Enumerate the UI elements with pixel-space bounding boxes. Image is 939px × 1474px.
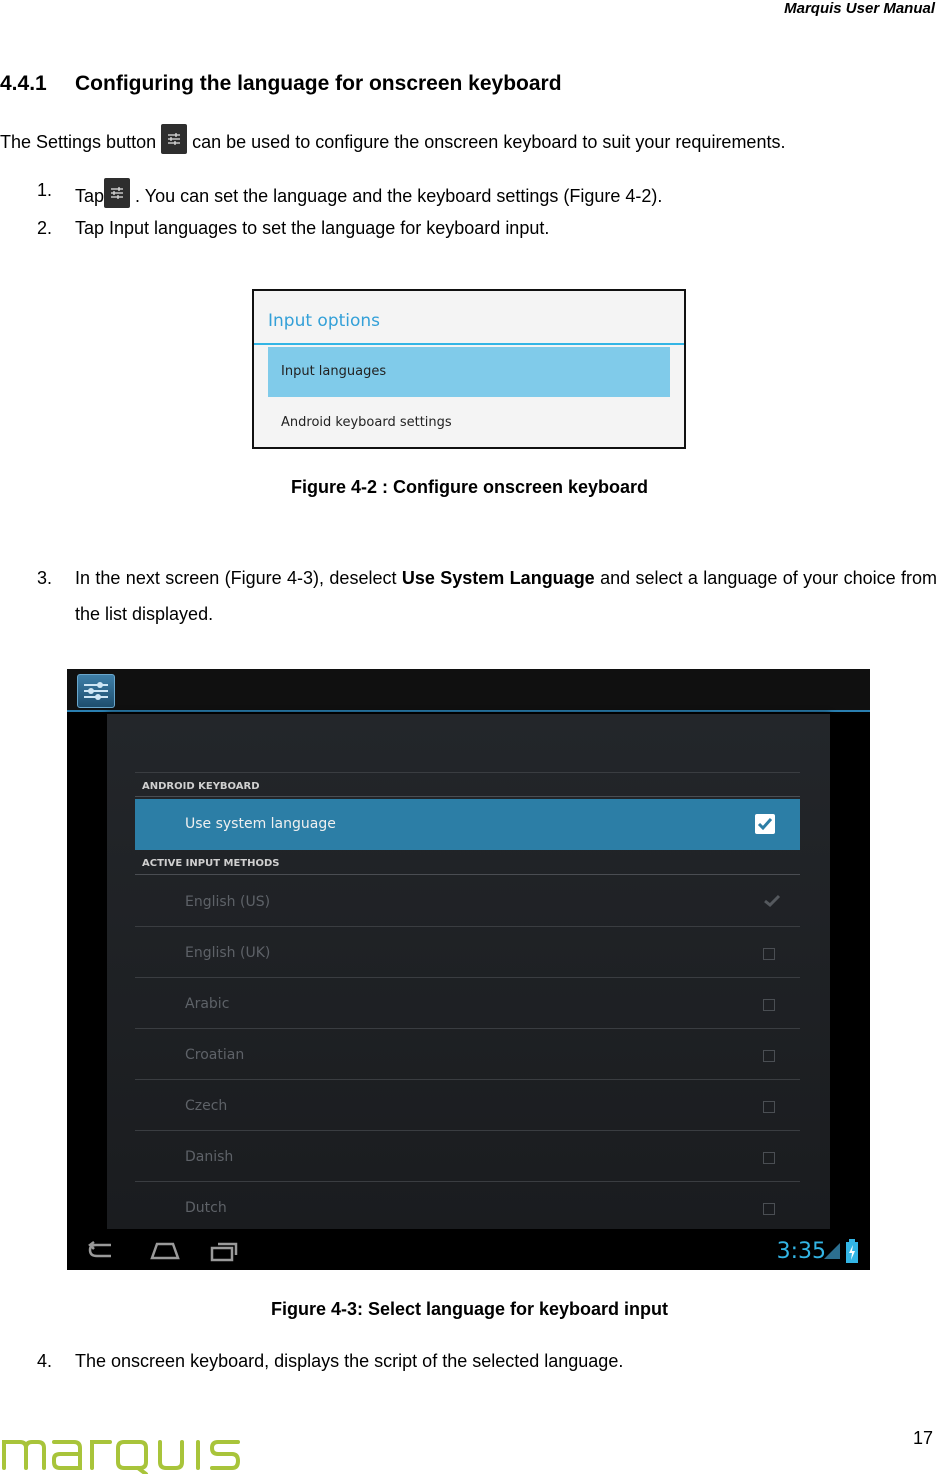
row-divider (135, 1028, 800, 1029)
category-active-input-methods: ACTIVE INPUT METHODS (142, 858, 280, 869)
step-3-number: 3. (37, 568, 53, 588)
section-title: Configuring the language for onscreen keyboard (75, 72, 562, 95)
action-bar (67, 669, 870, 710)
row-divider (135, 977, 800, 978)
section-number: 4.4.1 (0, 72, 47, 95)
marquis-logo (0, 1432, 262, 1474)
checkbox-unchecked-icon[interactable] (763, 1101, 775, 1113)
intro-text-end: can be used to configure the onscreen keyboard to suit your requirements. (187, 132, 786, 152)
use-system-language-row[interactable] (135, 799, 800, 850)
settings-icon[interactable] (77, 674, 115, 708)
settings-panel (107, 714, 830, 1229)
use-system-language-label: Use system language (185, 816, 336, 832)
checkbox-unchecked-icon[interactable] (763, 948, 775, 960)
title-divider (254, 343, 684, 345)
system-nav-bar (67, 1235, 870, 1270)
language-english-uk[interactable]: English (UK) (185, 945, 271, 961)
wifi-icon (822, 1241, 842, 1261)
step-1-number: 1. (37, 180, 53, 200)
checkbox-unchecked-icon[interactable] (763, 1050, 775, 1062)
home-icon[interactable] (149, 1240, 181, 1262)
action-bar-divider (67, 710, 870, 712)
step-4-text: The onscreen keyboard, displays the script of the selected language. (75, 1351, 624, 1371)
battery-icon (846, 1239, 858, 1263)
language-arabic[interactable]: Arabic (185, 996, 230, 1012)
settings-icon (161, 124, 187, 154)
manual-title: Marquis User Manual (784, 0, 935, 17)
row-divider (135, 1181, 800, 1182)
checkbox-unchecked-icon[interactable] (763, 1152, 775, 1164)
step-3-text: In the next screen (Figure 4-3), deselect Use System Language and select a language of your choice from the list displayed. (75, 568, 937, 624)
language-croatian[interactable]: Croatian (185, 1047, 245, 1063)
use-system-language-emphasis: Use System Language (401, 568, 595, 588)
category-android-keyboard: ANDROID KEYBOARD (142, 781, 260, 792)
figure-3-caption: Figure 4-3: Select language for keyboard input (270, 1299, 669, 1319)
intro-paragraph (0, 124, 785, 154)
step-4-number: 4. (37, 1351, 53, 1371)
step-2-number: 2. (37, 218, 53, 238)
status-clock: 3:35 (776, 1239, 826, 1264)
checkmark-icon[interactable] (763, 894, 781, 908)
page-number: 17 (912, 1428, 933, 1448)
row-divider (135, 926, 800, 927)
checkbox-unchecked-icon[interactable] (763, 1203, 775, 1215)
recent-apps-icon[interactable] (210, 1240, 240, 1262)
figure-language-settings-screen (67, 669, 870, 1270)
menu-item-input-languages[interactable]: Input languages (281, 364, 387, 379)
language-dutch[interactable]: Dutch (185, 1200, 227, 1216)
intro-text-start: The Settings button (0, 132, 162, 152)
settings-icon (104, 178, 130, 208)
figure-input-options (252, 289, 686, 449)
step-2-text: Tap Input languages to set the language for keyboard input. (75, 218, 550, 238)
back-icon[interactable] (87, 1241, 115, 1261)
language-czech[interactable]: Czech (185, 1098, 228, 1114)
figure-2-caption: Figure 4-2 : Configure onscreen keyboard (290, 477, 649, 497)
step-1-text: Tap . You can set the language and the keyboard settings (Figure 4-2). (75, 178, 662, 208)
category-divider (135, 874, 800, 875)
row-divider (135, 1079, 800, 1080)
category-divider (135, 796, 800, 797)
input-options-title: Input options (268, 311, 381, 331)
checkbox-unchecked-icon[interactable] (763, 999, 775, 1011)
checkbox-checked-icon[interactable] (755, 814, 775, 834)
section-heading (0, 72, 562, 96)
menu-item-android-keyboard-settings[interactable]: Android keyboard settings (281, 415, 452, 430)
row-divider (135, 1130, 800, 1131)
language-english-us[interactable]: English (US) (185, 894, 271, 910)
panel-divider (135, 772, 800, 773)
language-danish[interactable]: Danish (185, 1149, 234, 1165)
